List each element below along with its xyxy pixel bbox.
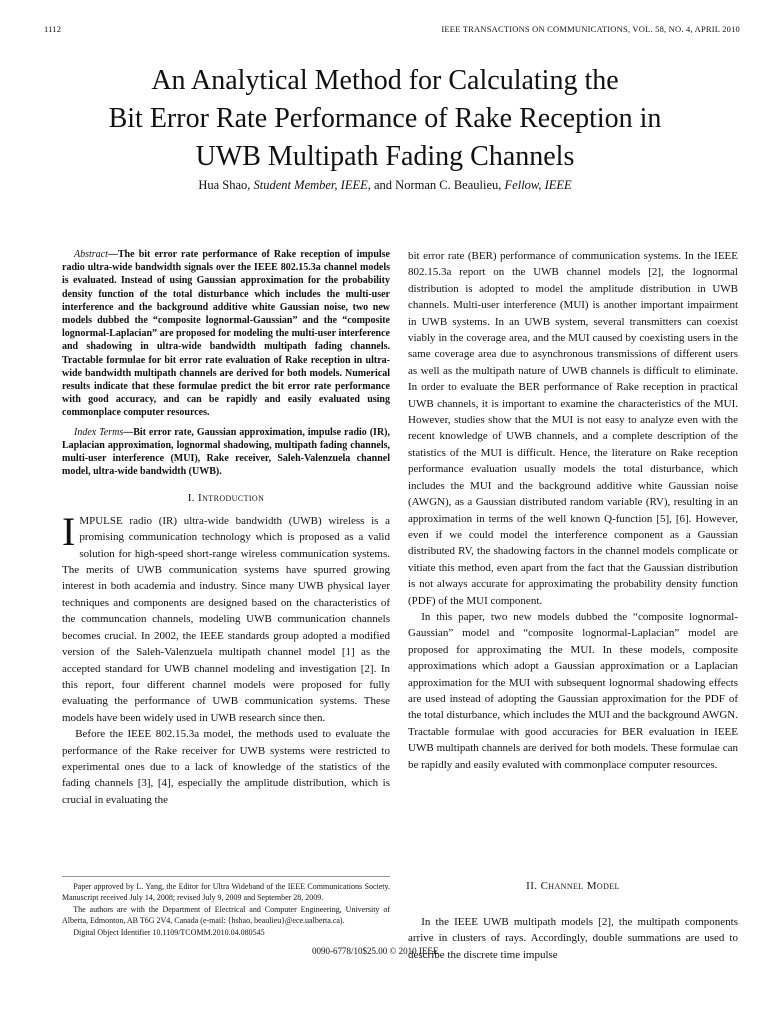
copyright-line: 0090-6778/10$25.00 © 2010 IEEE [312, 946, 439, 956]
author-1-role: Student Member, [253, 178, 338, 192]
journal-citation: IEEE TRANSACTIONS ON COMMUNICATIONS, VOL. 58, NO. 4, APRIL 2010 [441, 24, 740, 34]
running-header [44, 24, 740, 38]
footnote-editor: Paper approved by L. Yang, the Editor for Ultra Wideband of the IEEE Communications Society. Manuscript received July 14, 2008; revised July 9, 2009 and September 28, 2009. [62, 882, 390, 902]
footnotes [62, 882, 390, 941]
footnote-doi: Digital Object Identifier 10.1109/TCOMM.2010.04.080545 [73, 928, 265, 938]
section-2-heading: II. Channel Model [526, 880, 620, 892]
page-number: 1112 [44, 24, 62, 34]
title-line-1: An Analytical Method for Calculating the [151, 65, 619, 96]
abstract-label: Abstract [74, 249, 108, 260]
intro-paragraph-3: bit error rate (BER) performance of communication systems. In the IEEE 802.15.3a report on the UWB channel models [2], the lognormal distribution is adopted to model the amplitude distribution in UWB channels. Multi-user interference (MUI) is another important impairment in UWB systems. In an UWB system, several transmitters can coexist viably in the coverage area, and the MUI caused by coexisting users in the same coverage area due to asynchronous transmissions of different users as well as the multipath nature of UWB channels is difficult to eliminate. In order to evaluate the BER performance of Rake reception in practical UWB channels, it is important to examine the characteristics of the MUI. However, studies show that the MUI is not easy to analyze even with the recent knowledge of UWB channels, and a complete description of the statistics of the MUI is difficult. Hence, the literature on Rake reception performance evaluation usually models the total disturbance, which includes the MUI and the background additive white Gaussian noise (AWGN), as a Gaussian distributed random variable (RV), resulting in an approximation in terms of the well known Q-function [5], [6]. However, even if we could model the interference component as a Gaussian distributed RV, the shadowing factors in the channel models complicate or vitiate this method, even apart from the fact that the Gaussian distribution is not always accurate for approximating the probability density function (PDF) of the MUI component. [408, 250, 738, 607]
footnote-rule [62, 876, 390, 877]
author-2-name: , and Norman C. Beaulieu, [367, 178, 502, 192]
intro-paragraph-1-text: MPULSE radio (IR) ultra-wide bandwidth (UWB) wireless is a promising communication technology which is proposed as a valid solution for high-speed short-range wireless communication systems. The merits of UWB communication systems have spurred growing interest in both academia and industry. Since many UWB physical layer techniques and components are designed based on the characteristics of the communcation channels, modeling UWB communication channels becomes crucial. In 2002, the IEEE standards group adopted a modified version of the Saleh-Valenzuela multipath channel model [1] as the accepted standard for UWB channel modeling and investigation [2]. In this report, four different channel models were proposed for fully evaluating the performance of UWB communication systems. These models have been widely used in UWB research since then. [62, 514, 390, 724]
section-1-heading: I. Introduction [187, 492, 265, 505]
abstract-text: —The bit error rate performance of Rake reception of impulse radio ultra-wide bandwidth signals over the IEEE 802.15.3a channel models is evaluated. Instead of using Gaussian approximation for the probability density function of the total disturbance which includes the multi-user interference and the background additive white Gaussian noise, two new models dubbed the “composite lognormal-Gaussian” and the “composite lognormal-Laplacian” are proposed for modeling the multi-user interference and shadowing in ultra-wide bandwidth multipath fading channels. Tractable formulae for bit error rate evaluation of Rake reception in ultra-wide bandwidth multipath channels are derived for both models. Numerical results indicate that these formulae predict the bit error rate performance with good accuracy, and can be rapidly and easily evaluated using commonplace computer resources. [62, 249, 390, 419]
drop-cap: I [62, 508, 76, 554]
paper-title [40, 62, 730, 176]
abstract [62, 248, 390, 420]
author-1-name: Hua Shao, [198, 178, 251, 192]
index-terms-text: —Bit error rate, Gaussian approximation, impulse radio (IR), Laplacian approximation, lognormal shadowing, multipath fading channels, multi-user interference (MUI), Rake receiver, Saleh-Valenzuela channel model, ultra-wide bandwidth (UWB). [62, 426, 390, 478]
intro-paragraph-2: Before the IEEE 802.15.3a model, the methods used to evaluate the performance of the Rake receiver for UWB systems were restricted to experimental ones due to a lack of knowledge of the statistics of the fading channels [3], [4], especially the amplitude distribution, which is crucial in evaluating the [62, 728, 390, 806]
index-terms-label: Index Terms [74, 426, 124, 438]
section-2-paragraph-1: In the IEEE UWB multipath models [2], the multipath components arrive in clusters of rays. Accordingly, double summations are used to describe the discrete time impulse [408, 916, 738, 961]
title-line-2: Bit Error Rate Performance of Rake Reception in [108, 103, 662, 134]
footnote-affiliation: The authors are with the Department of Electrical and Computer Engineering, University of Alberta, Edmonton, AB T6G 2V4, Canada (e-mail: {hshao, beaulieu}@ece.ualberta.ca). [62, 905, 390, 925]
author-1-ieee: IEEE [340, 178, 368, 192]
author-2-role: Fellow, [504, 178, 542, 192]
left-column [62, 248, 390, 808]
author-2-ieee: IEEE [544, 178, 572, 192]
right-column [408, 248, 738, 773]
index-terms [62, 426, 390, 479]
section-2 [408, 880, 738, 963]
intro-paragraph-4: In this paper, two new models dubbed the “composite lognormal-Gaussian” model and “composite lognormal-Laplacian” model are proposed for approximating the MUI. In these models, composite approximations which adopt a Gaussian approximation or a Laplacian approximation for the MUI with subsequent lognormal shadowing effects are used instead of adopting the Gaussian approximation for the PDF of the total disturbance, which includes the MUI and the background AWGN. Tractable formulae with good accuracies for BER evaluation in IEEE UWB multipath channels are derived for both models. These formulae can be rapidly and easily evaluted with commonplace computer resources. [408, 610, 738, 771]
intro-paragraph-1 [62, 508, 390, 726]
title-line-3: UWB Multipath Fading Channels [195, 141, 575, 172]
author-line [40, 178, 730, 193]
